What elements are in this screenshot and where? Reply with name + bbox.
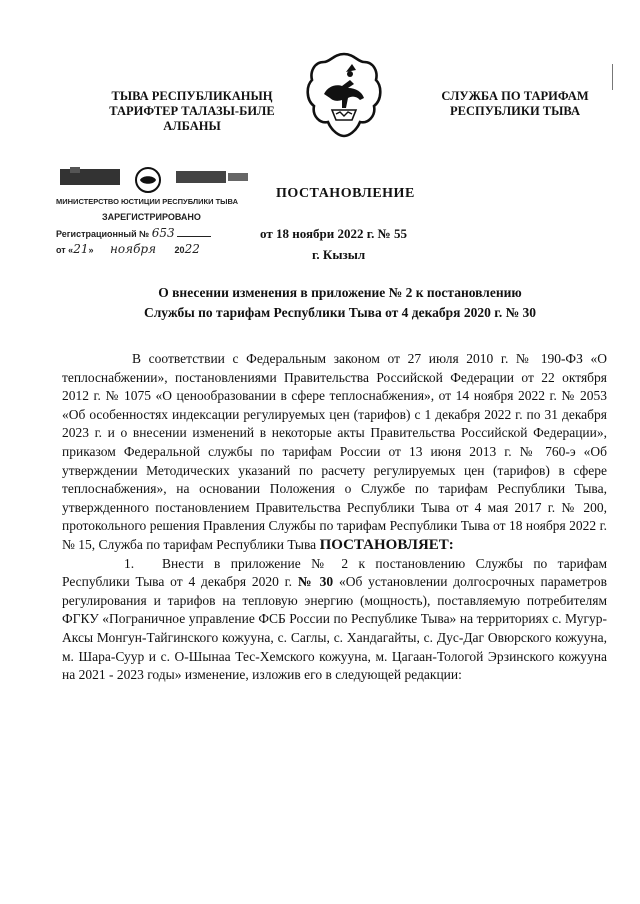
subject-line: О внесении изменения в приложение № 2 к постановлению <box>158 285 522 300</box>
item-1-bold-number: № 30 <box>297 574 334 590</box>
tuva-emblem-icon <box>306 50 382 142</box>
document-date-number: от 18 ноябри 2022 г. № 55 <box>260 226 407 241</box>
stamp-date-prefix: от « <box>56 245 74 255</box>
subject-line: Службы по тарифам Республики Тыва от 4 декабря 2020 г. № 30 <box>143 305 537 320</box>
preamble-text: В соответствии с Федеральным законом от 27 июля 2010 г. № 190-ФЗ «О теплоснабжении», постановлениями Правительства Российской Федерации от 22 октября 2012 г. № 1075 «О ценообразовании в сфере теплоснабжения», от 14 ноября 2022 г. № 2053 «Об особенностях индексации регулируемых цен (тарифов) с 1 декабря 2022 г. по 31 декабря 2023 г. и о внесении изменений в некоторые акты Правительства Российской Федерации», приказом Федеральной службы по тарифам России от 13 июня 2013 г. № 760-э «Об утверждении Методических указаний по расчету регулируемых цен (тарифов) в сфере теплоснабжения», на основании Положения о Службе по тарифам Республики Тыва, утвержденного постановлением Правительства Республики Тыва от 4 мая 2017 г. № 200, протокольного решения Правления Службы по тарифам Республики Тыва от 18 ноября 2022 г. № 15, Служба по тарифам Республики Тыва <box>62 351 607 552</box>
header-left-line: ТЫВА РЕСПУБЛИКАНЫҢ <box>111 89 273 103</box>
stamp-date-mid: » <box>88 245 94 255</box>
stamp-date-year: 22 <box>184 242 200 256</box>
stamp-ministry: МИНИСТЕРСТВО ЮСТИЦИИ РЕСПУБЛИКИ ТЫВА <box>56 197 238 206</box>
item-1-number: 1. <box>124 555 135 571</box>
document-type: ПОСТАНОВЛЕНИЕ <box>276 186 415 201</box>
item-1-text-a: Внести в приложение № 2 к постановлению Службы по тарифам Республики Тыва от 4 декабря 2020 г. <box>62 555 607 590</box>
stamp-date-year-prefix: 20 <box>174 245 185 255</box>
stamp-emblem-icon <box>56 163 252 197</box>
resolves-word: ПОСТАНОВЛЯЕТ: <box>319 536 454 553</box>
header-right-line: СЛУЖБА ПО ТАРИФАМ <box>441 89 589 103</box>
header-right-org <box>420 89 610 119</box>
stamp-reg-label: Регистрационный № <box>56 229 150 239</box>
item-1-text-b: «Об установлении долгосрочных параметров регулирования и тарифов на тепловую энергию (мощность), поставляемую потребителям ФГКУ «Пограничное управление ФСБ России по Республике Тыва» на территориях с. Мугур-Аксы Монгун-Тайгинского кожууна, с. Саглы, с. Хандагайты, с. Дус-Даг Овюрского кожууна, м. Шара-Суур и с. О-Шынаа Тес-Хемского кожууна, м. Цагаан-Тологой Эрзинского кожууна на 2021 - 2023 годы» изменение, изложив его в следующей редакции: <box>62 574 607 683</box>
document-body <box>62 350 607 685</box>
registration-stamp <box>56 163 252 259</box>
stamp-reg-number: 653 <box>151 226 175 240</box>
header-left-line: АЛБАНЫ <box>163 119 221 133</box>
header-left-org <box>92 89 292 134</box>
document-city: г. Кызыл <box>312 247 366 262</box>
item-1-paragraph <box>62 555 607 685</box>
stamp-date-month: ноября <box>110 242 157 256</box>
stamp-registered: ЗАРЕГИСТРИРОВАНО <box>102 212 201 222</box>
scan-margin-mark <box>612 64 613 90</box>
header-right-line: РЕСПУБЛИКИ ТЫВА <box>450 104 580 118</box>
preamble-paragraph <box>62 350 607 555</box>
document-subject <box>60 283 620 323</box>
stamp-date-day: 21 <box>73 242 89 256</box>
header-left-line: ТАРИФТЕР ТАЛАЗЫ-БИЛЕ <box>109 104 275 118</box>
